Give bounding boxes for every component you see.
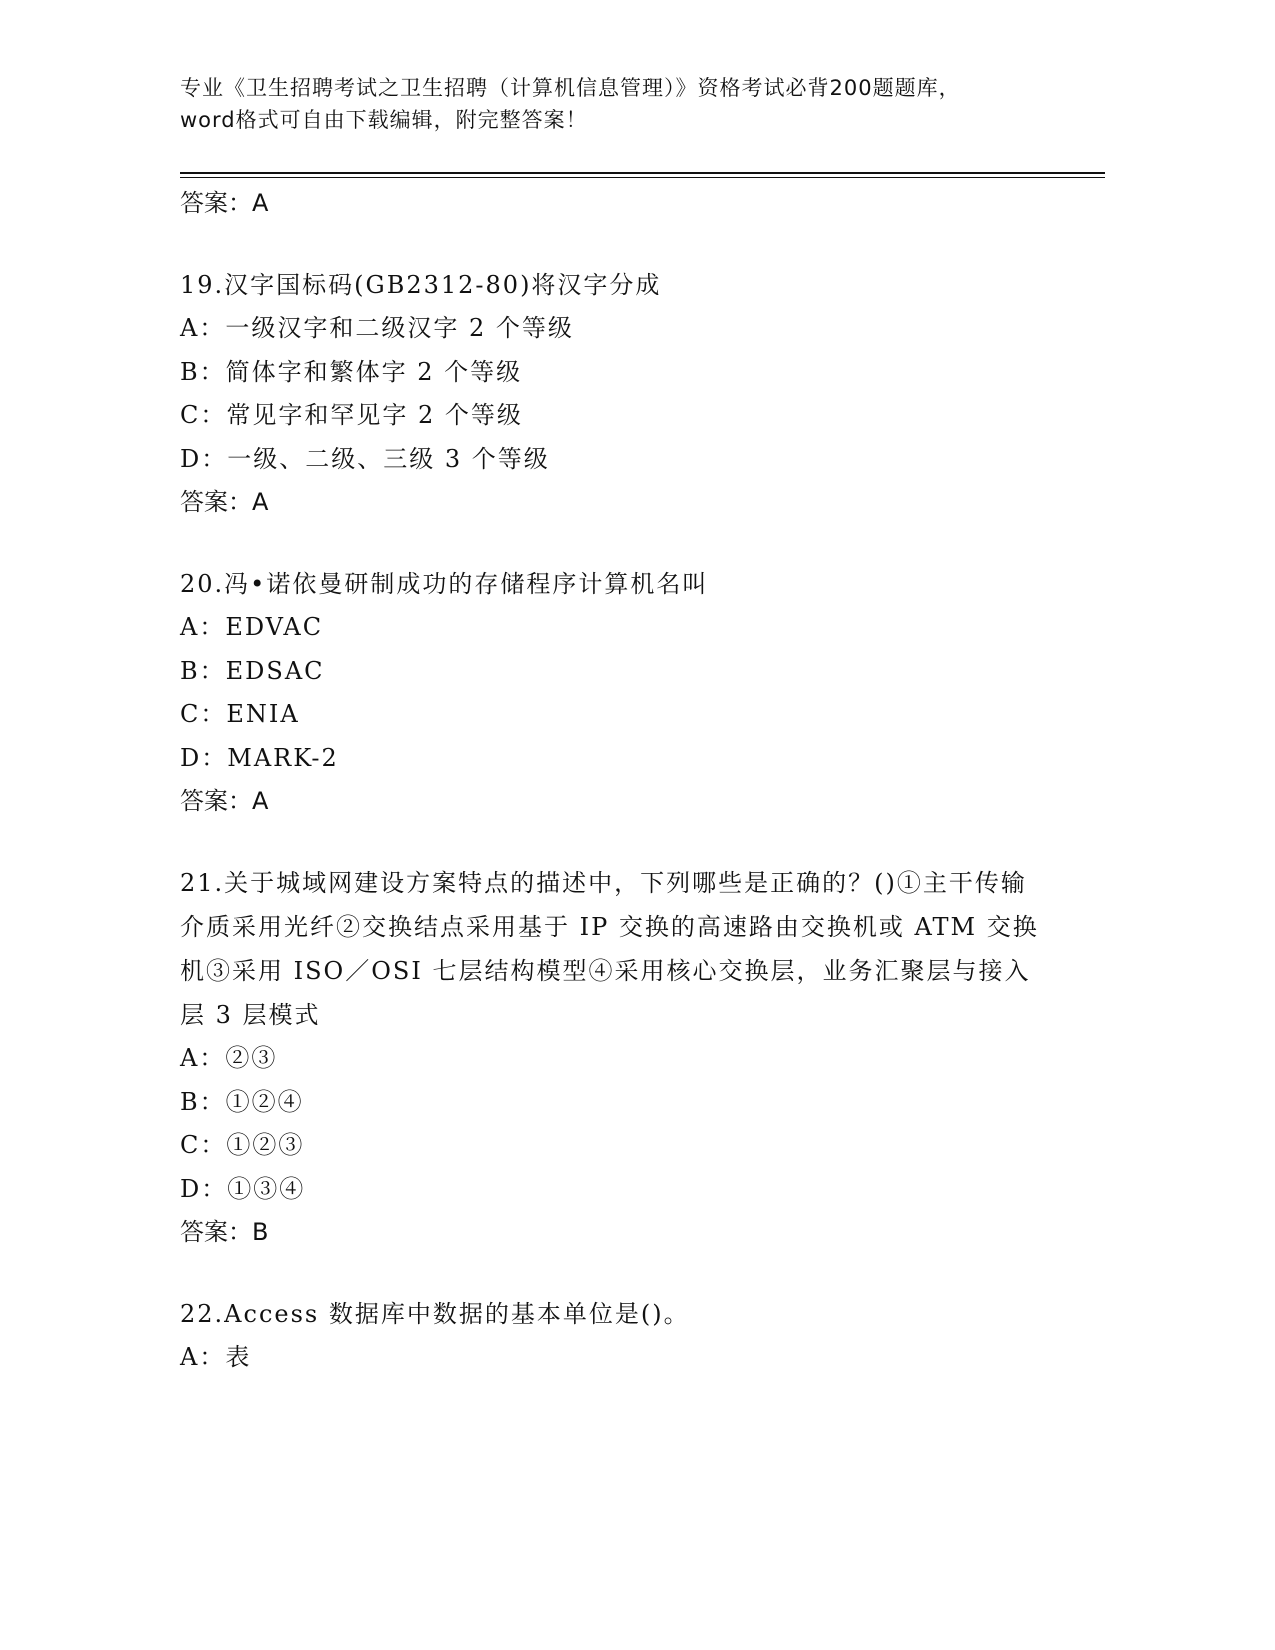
question-22 [180, 1292, 1040, 1380]
option-c: C：①②③ [180, 1131, 305, 1159]
previous-answer: 答案：A [180, 189, 269, 217]
option-d: D：MARK-2 [180, 743, 339, 772]
question-text: 19.汉字国标码(GB2312-80)将汉字分成 [180, 271, 662, 299]
document-body [180, 182, 1040, 1380]
option-b: B：简体字和繁体字 2 个等级 [180, 357, 523, 386]
answer: 答案：A [180, 787, 269, 815]
document-header [180, 72, 1100, 136]
answer: 答案：A [180, 488, 269, 516]
option-c: C：ENIA [180, 700, 300, 728]
option-a: A：一级汉字和二级汉字 2 个等级 [180, 314, 574, 342]
option-d: D：①③④ [180, 1174, 306, 1203]
question-text: 20.冯•诺依曼研制成功的存储程序计算机名叫 [180, 570, 709, 598]
option-b: B：①②④ [180, 1087, 304, 1116]
option-b: B：EDSAC [180, 656, 325, 685]
question-text: 21.关于城域网建设方案特点的描述中，下列哪些是正确的？()①主干传输介质采用光纤②交换结点采用基于 IP 交换的高速路由交换机或 ATM 交换机③采用 ISO／OSI 七层结构模型④采用核心交换层，业务汇聚层与接入层 3 层模式 [180, 869, 1039, 1029]
header-line-1: 专业《卫生招聘考试之卫生招聘（计算机信息管理）》资格考试必背200题题库， [180, 76, 961, 100]
question-text: 22.Access 数据库中数据的基本单位是()。 [180, 1300, 690, 1328]
answer: 答案：B [180, 1218, 269, 1246]
question-19 [180, 263, 1040, 523]
option-c: C：常见字和罕见字 2 个等级 [180, 401, 523, 429]
option-a: A：EDVAC [180, 613, 324, 641]
option-d: D：一级、二级、三级 3 个等级 [180, 444, 550, 473]
option-a: A：表 [180, 1343, 252, 1371]
question-20 [180, 562, 1040, 822]
header-line-2: word格式可自由下载编辑，附完整答案！ [180, 108, 588, 132]
header-rule-thick [180, 172, 1105, 174]
question-21 [180, 861, 1040, 1253]
option-a: A：②③ [180, 1044, 278, 1072]
header-rule-thin [180, 177, 1105, 178]
